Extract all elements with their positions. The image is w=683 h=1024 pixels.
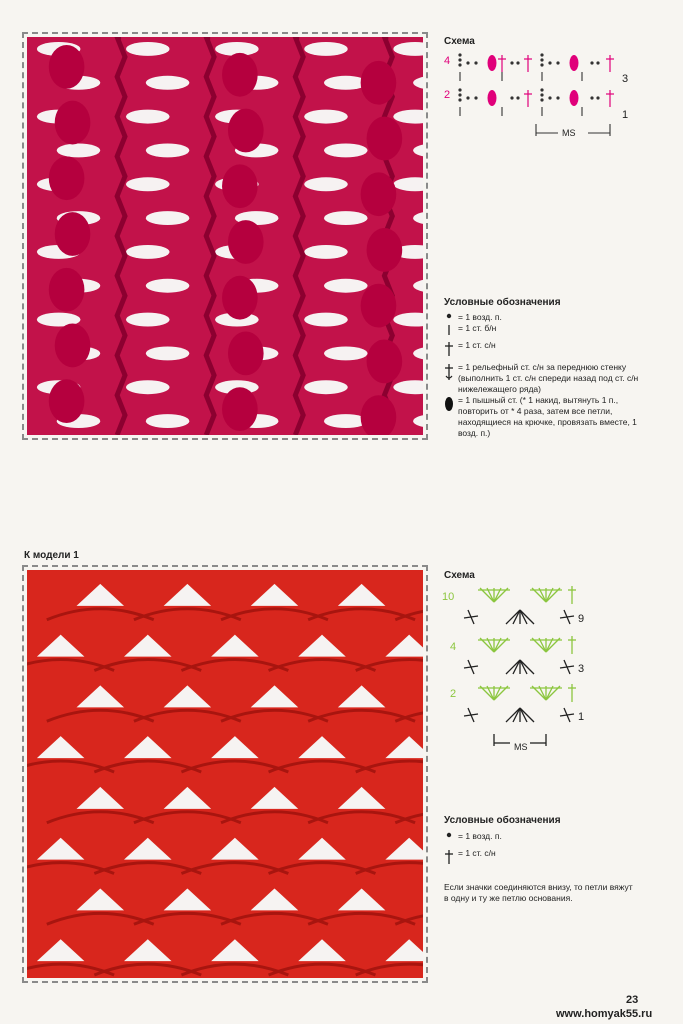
legend-title-2: Условные обозначения [444,815,561,826]
row-number-1: 1 [622,109,629,121]
swatch-photo-2 [22,565,428,983]
page-number: 23 [626,994,639,1006]
scheme-title-2: Схема [444,570,475,581]
legend-item-chain-2: = 1 возд. п. [444,831,644,842]
legend-item-front-post: = 1 рельефный ст. с/н за переднюю стенку (выполнить 1 ст. с/н спереди назад под ст. с/н нижележащего ряда) [444,362,658,395]
row-number-1b: 1 [578,711,585,723]
knitted-swatch-image-1 [27,37,423,435]
puff-stitch-icon [444,396,454,412]
swatch-photo-1 [22,32,428,440]
legend-item-dc-2: = 1 ст. с/н [444,848,644,865]
legend-item-sc: = 1 ст. б/н [444,323,644,336]
crochet-scheme-2 [460,584,580,754]
legend-item-dc: = 1 ст. с/н [444,340,644,357]
row-number-4b: 4 [450,641,457,653]
legend-title-1: Условные обозначения [444,297,561,308]
dc-cross-icon [444,341,454,357]
chain-dot-icon [446,313,452,319]
ms-label-2: MS [514,742,528,752]
note-text: Если значки соединяются внизу, то петли вяжут в одну и ту же петлю основания. [444,882,633,903]
row-number-3: 3 [622,73,629,85]
knitted-swatch-image-2 [27,570,423,978]
crochet-scheme-1 [452,50,622,140]
chain-dot-icon [446,832,452,838]
legend-item-puff: = 1 пышный ст. (* 1 накид, вытянуть 1 п., повторить от * 4 раза, затем все петли, находящиеся на крючке, провязать вместе, 1 возд. п.) [444,395,658,439]
dc-cross-icon [444,849,454,865]
row-number-9: 9 [578,613,585,625]
row-number-2b: 2 [450,688,457,700]
ms-label-1: MS [562,128,576,138]
row-number-2: 2 [444,89,451,101]
row-number-4: 4 [444,55,451,67]
legend-item-chain: = 1 возд. п. [444,312,644,323]
sc-stick-icon [446,324,452,336]
row-number-10: 10 [442,591,455,603]
site-watermark: www.homyak55.ru [556,1008,653,1020]
puff-stitch-icon [488,55,579,106]
scheme-title-1: Схема [444,36,475,47]
model-label: К модели 1 [24,550,79,561]
row-number-3b: 3 [578,663,585,675]
front-post-dc-icon [444,363,454,381]
